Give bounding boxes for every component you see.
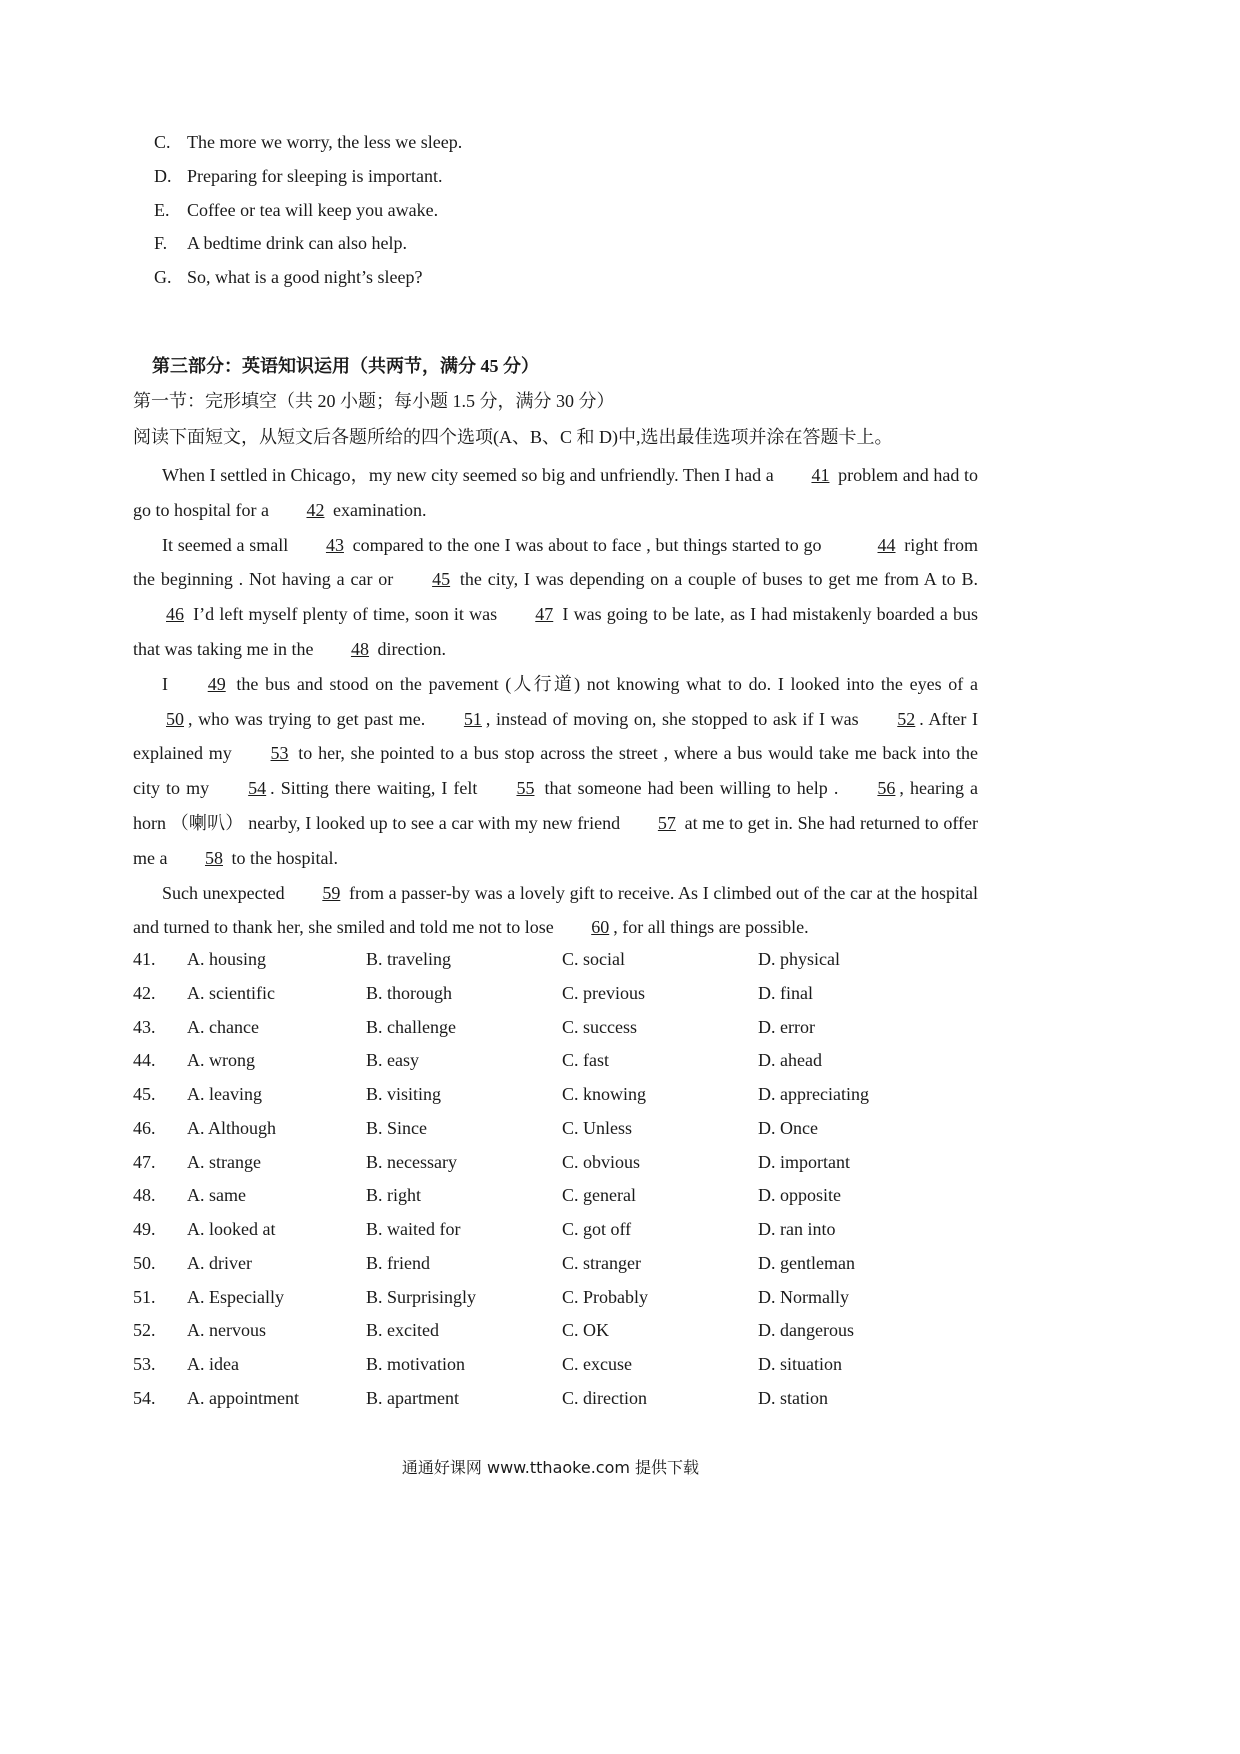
question-row-47 [133, 1152, 978, 1176]
question-number: 44. [133, 1050, 156, 1070]
passage-paragraph-1 [133, 458, 978, 528]
passage-text: the city, I was depending on a couple of buses to get me from A to B. [454, 569, 978, 590]
choice-d: D. opposite [758, 1185, 841, 1205]
choice-a: A. same [187, 1185, 246, 1205]
choice-b: B. excited [366, 1320, 439, 1340]
choice-a: A. strange [187, 1152, 261, 1172]
question-number: 49. [133, 1219, 156, 1239]
choice-d: D. physical [758, 949, 840, 969]
blank-47: 47 [535, 604, 554, 625]
passage-text: to her, she pointed to a bus stop across the street , where a bus would take me back into the city to my [133, 743, 978, 799]
option-letter: E. [154, 200, 170, 220]
option-line-g [154, 267, 422, 288]
choice-b: B. thorough [366, 983, 453, 1003]
question-number: 52. [133, 1320, 156, 1340]
choice-a: A. Especially [187, 1287, 284, 1307]
choice-b: B. Surprisingly [366, 1287, 477, 1307]
choice-d: D. appreciating [758, 1084, 869, 1104]
passage-text: I’d left myself plenty of time, soon it was [188, 604, 503, 625]
passage-text: examination. [328, 499, 427, 520]
blank-60: 60 [591, 917, 610, 938]
choice-a: A. appointment [187, 1388, 299, 1408]
option-letter: G. [154, 267, 172, 287]
question-row-46 [133, 1118, 978, 1142]
choice-b: B. friend [366, 1253, 430, 1273]
choice-c: C. fast [562, 1050, 609, 1070]
option-text: So, what is a good night’s sleep? [187, 267, 423, 287]
choice-a: A. driver [187, 1253, 252, 1273]
choice-d: D. ran into [758, 1219, 836, 1239]
blank-55: 55 [516, 778, 535, 799]
blank-41: 41 [811, 465, 830, 485]
choice-c: C. direction [562, 1388, 647, 1408]
question-row-53 [133, 1354, 978, 1378]
question-row-44 [133, 1050, 978, 1074]
passage-text: at me to get in. She had returned to offer me a [133, 812, 978, 868]
option-line-d [154, 166, 442, 187]
choice-c: C. obvious [562, 1152, 641, 1172]
choice-d: D. situation [758, 1354, 842, 1374]
choice-c: C. got off [562, 1219, 632, 1239]
choice-a: A. looked at [187, 1219, 276, 1239]
blank-43: 43 [325, 534, 344, 555]
passage-text: the bus and stood on the pavement (人行道) not knowing what to do. I looked into the eyes of a [229, 673, 978, 694]
passage-text: I was going to be late, as I had mistakenly boarded a bus that was taking me in the [133, 604, 978, 659]
passage-text: . After I explained my [133, 708, 979, 764]
passage-text: problem and had to go to hospital for a [133, 465, 978, 520]
passage-paragraph-4 [133, 876, 978, 946]
question-number: 54. [133, 1388, 156, 1408]
question-number: 48. [133, 1185, 156, 1205]
choice-c: C. Probably [562, 1287, 649, 1307]
passage-text: that someone had been willing to help . [538, 778, 845, 799]
blank-53: 53 [270, 743, 289, 764]
choice-a: A. wrong [187, 1050, 255, 1070]
option-letter: F. [154, 233, 168, 253]
choice-c: C. Unless [562, 1118, 633, 1138]
choice-d: D. station [758, 1388, 828, 1408]
question-number: 43. [133, 1017, 156, 1037]
choice-b: B. waited for [366, 1219, 461, 1239]
question-number: 46. [133, 1118, 156, 1138]
option-text: The more we worry, the less we sleep. [187, 132, 463, 152]
choice-d: D. error [758, 1017, 815, 1037]
question-number: 45. [133, 1084, 156, 1104]
passage-text: direction. [372, 638, 446, 659]
question-row-49 [133, 1219, 978, 1243]
passage-paragraph-3 [133, 667, 978, 876]
question-number: 53. [133, 1354, 156, 1374]
option-text: A bedtime drink can also help. [187, 233, 407, 253]
passage-paragraph-2 [133, 528, 978, 667]
blank-44: 44 [877, 534, 896, 555]
option-text: Coffee or tea will keep you awake. [187, 200, 439, 220]
passage-text: , instead of moving on, she stopped to ask if I was [485, 708, 865, 729]
choice-c: C. previous [562, 983, 645, 1003]
section-subheading: 第一节：完形填空（共 20 小题；每小题 1.5 分，满分 30 分） [133, 391, 615, 411]
page-footer: 通通好课网 www.tthaoke.com 提供下载 [401, 1458, 700, 1477]
choice-b: B. traveling [366, 949, 451, 969]
passage-text: compared to the one I was about to face , but things started to go [347, 534, 822, 555]
section-heading: 第三部分：英语知识运用（共两节，满分 45 分） [152, 356, 539, 376]
choice-d: D. Once [758, 1118, 818, 1138]
passage-text: to the hospital. [226, 847, 338, 868]
choice-d: D. important [758, 1152, 850, 1172]
choice-a: A. Although [187, 1118, 277, 1138]
choice-b: B. easy [366, 1050, 419, 1070]
choice-b: B. motivation [366, 1354, 465, 1374]
choice-c: C. general [562, 1185, 636, 1205]
question-number: 42. [133, 983, 156, 1003]
question-row-42 [133, 983, 978, 1007]
question-row-50 [133, 1253, 978, 1277]
question-number: 41. [133, 949, 156, 969]
choice-b: B. apartment [366, 1388, 459, 1408]
passage-text: , for all things are possible. [613, 917, 809, 938]
choice-c: C. excuse [562, 1354, 632, 1374]
option-letter: C. [154, 132, 171, 152]
choice-c: C. success [562, 1017, 637, 1037]
choice-c: C. knowing [562, 1084, 647, 1104]
option-text: Preparing for sleeping is important. [187, 166, 443, 186]
question-row-41 [133, 949, 978, 973]
question-row-43 [133, 1017, 978, 1041]
choice-d: D. final [758, 983, 813, 1003]
choice-d: D. dangerous [758, 1320, 854, 1340]
passage-text: When I settled in Chicago，my new city seemed so big and unfriendly. Then I had a [162, 465, 779, 485]
option-line-e [154, 200, 438, 221]
passage-text: I [162, 673, 175, 694]
question-row-48 [133, 1185, 978, 1209]
choice-a: A. chance [187, 1017, 259, 1037]
question-row-54 [133, 1388, 978, 1412]
choice-c: C. social [562, 949, 625, 969]
blank-58: 58 [204, 847, 223, 868]
option-line-f [154, 233, 407, 254]
question-number: 50. [133, 1253, 156, 1273]
choice-a: A. leaving [187, 1084, 262, 1104]
blank-50: 50 [166, 708, 184, 729]
choice-b: B. Since [366, 1118, 427, 1138]
choice-d: D. ahead [758, 1050, 822, 1070]
choice-a: A. nervous [187, 1320, 266, 1340]
blank-49: 49 [207, 673, 226, 694]
blank-51: 51 [463, 708, 482, 729]
choice-a: A. scientific [187, 983, 275, 1003]
choice-b: B. visiting [366, 1084, 442, 1104]
blank-56: 56 [877, 778, 896, 799]
passage-text: , hearing a horn （喇叭） nearby, I looked up to see a car with my new friend [133, 778, 978, 833]
blank-42: 42 [306, 499, 325, 520]
choice-a: A. housing [187, 949, 267, 969]
choice-d: D. gentleman [758, 1253, 855, 1273]
blank-57: 57 [657, 812, 676, 833]
option-letter: D. [154, 166, 172, 186]
choice-a: A. idea [187, 1354, 239, 1374]
cloze-passage [133, 458, 978, 945]
passage-text: It seemed a small [162, 534, 293, 555]
question-number: 47. [133, 1152, 156, 1172]
blank-54: 54 [248, 778, 267, 799]
option-line-c [154, 132, 462, 153]
blank-52: 52 [897, 708, 916, 729]
blank-59: 59 [322, 882, 341, 903]
passage-text: . Sitting there waiting, I felt [270, 778, 484, 799]
question-row-45 [133, 1084, 978, 1108]
question-number: 51. [133, 1287, 156, 1307]
passage-text: right from the beginning . Not having a car or [133, 534, 978, 590]
question-row-52 [133, 1320, 978, 1344]
blank-46: 46 [166, 604, 184, 625]
choice-b: B. challenge [366, 1017, 456, 1037]
blank-45: 45 [432, 569, 451, 590]
choice-c: C. OK [562, 1320, 610, 1340]
choice-b: B. necessary [366, 1152, 457, 1172]
choice-b: B. right [366, 1185, 422, 1205]
blank-48: 48 [350, 638, 369, 659]
choice-c: C. stranger [562, 1253, 641, 1273]
choice-d: D. Normally [758, 1287, 849, 1307]
passage-text: from a passer-by was a lovely gift to receive. As I climbed out of the car at the hospital and turned to thank her, she smiled and told me not to lose [133, 882, 978, 938]
passage-text: Such unexpected [162, 882, 290, 903]
question-row-51 [133, 1287, 978, 1311]
section-instruction: 阅读下面短文，从短文后各题所给的四个选项(A、B、C 和 D)中,选出最佳选项并涂在答题卡上。 [133, 427, 893, 447]
passage-text: , who was trying to get past me. [188, 708, 431, 729]
